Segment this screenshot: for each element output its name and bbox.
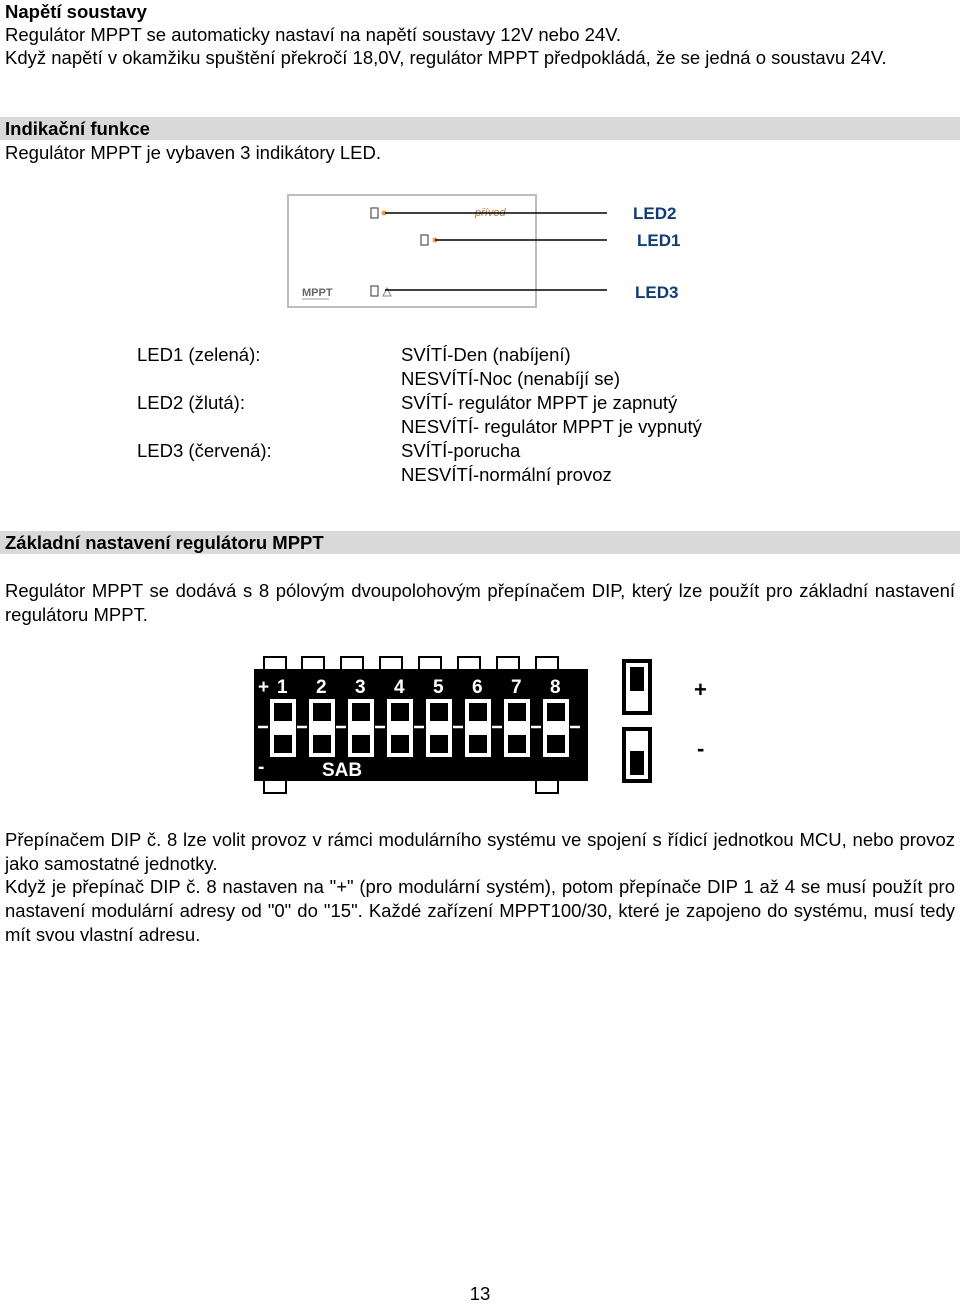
dip-number-1: 1 [277, 677, 288, 698]
led3-state-on: SVÍTÍ-porucha [401, 440, 521, 461]
led2-name: LED2 (žlutá): [137, 392, 245, 413]
dip-top-tabs [264, 657, 558, 671]
legend-plus-label: + [694, 677, 707, 702]
dip-number-8: 8 [550, 677, 561, 698]
dip-minus-mark: - [258, 757, 265, 778]
legend-minus-label: - [697, 736, 705, 761]
dip-switch-6 [465, 699, 491, 757]
label-led2: LED2 [633, 204, 677, 223]
led3-name: LED3 (červená): [137, 440, 272, 461]
voltage-line-1: Regulátor MPPT se automaticky nastaví na napětí soustavy 12V nebo 24V. [5, 24, 622, 45]
led1-state-off: NESVÍTÍ-Noc (nenabíjí se) [401, 368, 620, 389]
heading-basic-settings: Základní nastavení regulátoru MPPT [0, 531, 960, 554]
dip-number-4: 4 [394, 677, 405, 698]
led3-state-off: NESVÍTÍ-normální provoz [401, 464, 612, 485]
dip-switch-8 [543, 699, 569, 757]
basic-settings-text: Regulátor MPPT se dodává s 8 pólovým dvoupolohovým přepínačem DIP, který lze použít pro základní nastavení regulátoru MPPT. [5, 580, 955, 625]
panel-logo-mppt: MPPT [302, 287, 333, 299]
heading-indication: Indikační funkce [0, 117, 960, 140]
label-led3: LED3 [635, 283, 679, 302]
dip-bottom-tabs [264, 779, 558, 793]
dip-switch-7 [504, 699, 530, 757]
legend-switch-minus [622, 727, 652, 783]
paragraph-modular-address: Když je přepínač DIP č. 8 nastaven na "+" (pro modulární systém), potom přepínače DIP 1 až 4 se musí použít pro nastavení modulární adresy od "0" do "15". Každé zařízení MPPT100/30, které je zapojeno do systému, musí tedy mít svou vlastní adresu. [5, 876, 955, 945]
dip-plus-mark: + [258, 677, 270, 698]
panel-text-privod: přívod [475, 207, 506, 219]
dip-number-5: 5 [433, 677, 444, 698]
label-led1: LED1 [637, 231, 681, 250]
legend-switch-plus [622, 659, 652, 715]
dip-switch-figure [250, 655, 720, 800]
indication-text: Regulátor MPPT je vybaven 3 indikátory LED. [5, 142, 382, 163]
dip-label-sab: SAB [322, 760, 363, 781]
dip-switch-5 [426, 699, 452, 757]
led-figure [285, 192, 685, 312]
led2-state-off: NESVÍTÍ- regulátor MPPT je vypnutý [401, 416, 702, 437]
dip-switch-3 [348, 699, 374, 757]
heading-voltage: Napětí soustavy [5, 1, 147, 22]
voltage-line-2: Když napětí v okamžiku spuštění překročí 18,0V, regulátor MPPT předpokládá, že se jedná o soustavu 24V. [5, 47, 887, 68]
dip-number-3: 3 [355, 677, 366, 698]
led1-name: LED1 (zelená): [137, 344, 261, 365]
dip-switch-4 [387, 699, 413, 757]
dip-switch-2 [309, 699, 335, 757]
page-number: 13 [469, 1283, 491, 1304]
led2-state-on: SVÍTÍ- regulátor MPPT je zapnutý [401, 392, 678, 413]
paragraph-dip8: Přepínačem DIP č. 8 lze volit provoz v rámci modulárního systému ve spojení s řídicí jednotkou MCU, nebo provoz jako samostatné jednotky. [5, 829, 955, 874]
dip-body [254, 669, 588, 781]
dip-number-7: 7 [511, 677, 522, 698]
dip-switch-1 [270, 699, 296, 757]
dip-number-2: 2 [316, 677, 327, 698]
dip-number-6: 6 [472, 677, 483, 698]
led1-state-on: SVÍTÍ-Den (nabíjení) [401, 344, 571, 365]
